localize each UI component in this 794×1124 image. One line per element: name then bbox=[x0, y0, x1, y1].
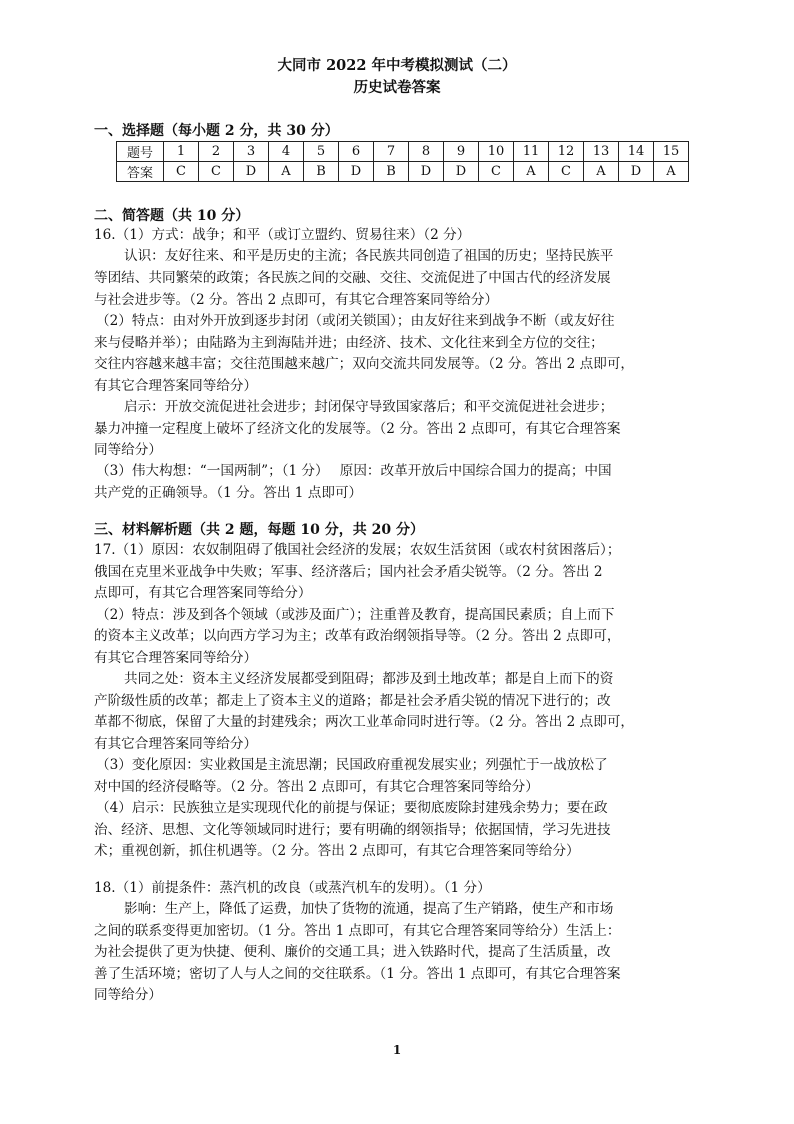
answer-cell: D bbox=[444, 162, 479, 182]
question-number: 8 bbox=[409, 142, 444, 162]
question-number: 14 bbox=[619, 142, 654, 162]
row-label: 题号 bbox=[117, 142, 164, 162]
question-number: 5 bbox=[304, 142, 339, 162]
answer-line: 对中国的经济侵略等。（2 分。答出 2 点即可，有其它合理答案同等给分） bbox=[94, 779, 539, 795]
question-number: 10 bbox=[479, 142, 514, 162]
answer-line: 来与侵略并举）；由陆路为主到海陆并进；由经济、技术、文化往来到全方位的交往； bbox=[94, 335, 604, 351]
answer-line: 认识：友好往来、和平是历史的主流；各民族共同创造了祖国的历史；坚持民族平 bbox=[124, 248, 614, 264]
answer-line: 影响：生产上，降低了运费，加快了货物的流通，提高了生产销路，使生产和市场 bbox=[124, 901, 614, 917]
question-number-row bbox=[117, 142, 689, 162]
answer-line: 的资本主义改革；以向西方学习为主；改革有政治纲领指导等。（2 分。答出 2 点即可， bbox=[94, 628, 621, 644]
answer-table bbox=[116, 141, 689, 182]
answer-line: 启示：开放交流促进社会进步；封闭保守导致国家落后；和平交流促进社会进步； bbox=[124, 399, 614, 415]
answer-line: 之间的联系变得更加密切。（1 分。答出 1 点即可，有其它合理答案同等给分）生活上： bbox=[94, 923, 621, 939]
question-number: 3 bbox=[234, 142, 269, 162]
answer-line: 共同之处：资本主义经济发展都受到阻碍；都涉及到土地改革；都是自上而下的资 bbox=[124, 671, 614, 687]
page-title: 大同市 2022 年中考模拟测试（二） bbox=[277, 57, 517, 74]
answer-cell: A bbox=[584, 162, 619, 182]
question-number: 4 bbox=[269, 142, 304, 162]
question-number: 12 bbox=[549, 142, 584, 162]
answer-cell: A bbox=[269, 162, 304, 182]
row-label: 答案 bbox=[117, 162, 164, 182]
answer-line: （3）变化原因：实业救国是主流思潮；民国政府重视发展实业；列强忙于一战放松了 bbox=[96, 757, 608, 773]
section-2-heading: 二、简答题（共 10 分） bbox=[94, 208, 250, 224]
answer-line: 俄国在克里米亚战争中失败；军事、经济落后；国内社会矛盾尖锐等。（2 分。答出 2 bbox=[94, 564, 603, 580]
answer-line: 同等给分） bbox=[94, 442, 162, 458]
question-number: 13 bbox=[584, 142, 619, 162]
answer-line: 共产党的正确领导。（1 分。答出 1 点即可） bbox=[94, 485, 363, 501]
question-number: 1 bbox=[164, 142, 199, 162]
answer-line: （4）启示：民族独立是实现现代化的前提与保证；要彻底废除封建残余势力；要在政 bbox=[96, 800, 608, 816]
answer-line: 同等给分） bbox=[94, 987, 162, 1003]
answer-line: 善了生活环境；密切了人与人之间的交往联系。（1 分。答出 1 点即可，有其它合理答案 bbox=[94, 966, 621, 982]
answer-line: 点即可，有其它合理答案同等给分） bbox=[94, 585, 312, 601]
answer-cell: D bbox=[409, 162, 444, 182]
answer-line: 有其它合理答案同等给分） bbox=[94, 378, 258, 394]
question-number: 6 bbox=[339, 142, 374, 162]
answer-cell: B bbox=[304, 162, 339, 182]
question-number: 11 bbox=[514, 142, 549, 162]
answer-line: 16.（1）方式：战争；和平（或订立盟约、贸易往来）（2 分） bbox=[94, 227, 471, 243]
answer-line: 革都不彻底，保留了大量的封建残余；两次工业革命同时进行等。（2 分。答出 2 点即可， bbox=[94, 714, 635, 730]
answer-line: 17.（1）原因：农奴制阻碍了俄国社会经济的发展；农奴生活贫困（或农村贫困落后）； bbox=[94, 542, 621, 558]
answer-line: 等团结、共同繁荣的政策；各民族之间的交融、交往、交流促进了中国古代的经济发展 bbox=[94, 270, 611, 286]
question-number: 7 bbox=[374, 142, 409, 162]
answer-line: 与社会进步等。（2 分。答出 2 点即可，有其它合理答案同等给分） bbox=[94, 292, 499, 308]
answer-cell: D bbox=[339, 162, 374, 182]
answer-cell: C bbox=[199, 162, 234, 182]
answer-cell: A bbox=[654, 162, 689, 182]
answer-line: （2）特点：涉及到各个领域（或涉及面广）；注重普及教育，提高国民素质；自上而下 bbox=[96, 607, 615, 623]
answer-row bbox=[117, 162, 689, 182]
answer-cell: D bbox=[619, 162, 654, 182]
question-number: 2 bbox=[199, 142, 234, 162]
page-number: 1 bbox=[392, 1043, 402, 1057]
answer-line: 治、经济、思想、文化等领域同时进行；要有明确的纲领指导；依据国情，学习先进技 bbox=[94, 822, 611, 838]
answer-line: 产阶级性质的改革；都走上了资本主义的道路；都是社会矛盾尖锐的情况下进行的；改 bbox=[94, 693, 611, 709]
answer-cell: B bbox=[374, 162, 409, 182]
answer-cell: D bbox=[234, 162, 269, 182]
question-number: 15 bbox=[654, 142, 689, 162]
question-number: 9 bbox=[444, 142, 479, 162]
answer-line: 术；重视创新，抓住机遇等。（2 分。答出 2 点即可，有其它合理答案同等给分） bbox=[94, 843, 580, 859]
section-3-heading: 三、材料解析题（共 2 题，每题 10 分，共 20 分） bbox=[94, 522, 424, 538]
page-subtitle: 历史试卷答案 bbox=[353, 79, 441, 96]
answer-line: （2）特点：由对外开放到逐步封闭（或闭关锁国）；由友好往来到战争不断（或友好往 bbox=[96, 313, 615, 329]
section-1-heading: 一、选择题（每小题 2 分，共 30 分） bbox=[94, 123, 339, 139]
answer-line: 有其它合理答案同等给分） bbox=[94, 736, 258, 752]
answer-cell: C bbox=[164, 162, 199, 182]
answer-line: 为社会提供了更为快捷、便利、廉价的交通工具；进入铁路时代，提高了生活质量，改 bbox=[94, 944, 611, 960]
answer-line: （3）伟大构想：“一国两制”；（1 分） 原因：改革开放后中国综合国力的提高；中国 bbox=[96, 463, 612, 479]
answer-line: 有其它合理答案同等给分） bbox=[94, 650, 258, 666]
answer-cell: C bbox=[549, 162, 584, 182]
answer-line: 18.（1）前提条件：蒸汽机的改良（或蒸汽机车的发明）。（1 分） bbox=[94, 880, 491, 896]
answer-cell: C bbox=[479, 162, 514, 182]
answer-line: 交往内容越来越丰富；交往范围越来越广；双向交流共同发展等。（2 分。答出 2 点即可， bbox=[94, 356, 635, 372]
answer-cell: A bbox=[514, 162, 549, 182]
answer-line: 暴力冲撞一定程度上破坏了经济文化的发展等。（2 分。答出 2 点即可，有其它合理答案 bbox=[94, 421, 621, 437]
